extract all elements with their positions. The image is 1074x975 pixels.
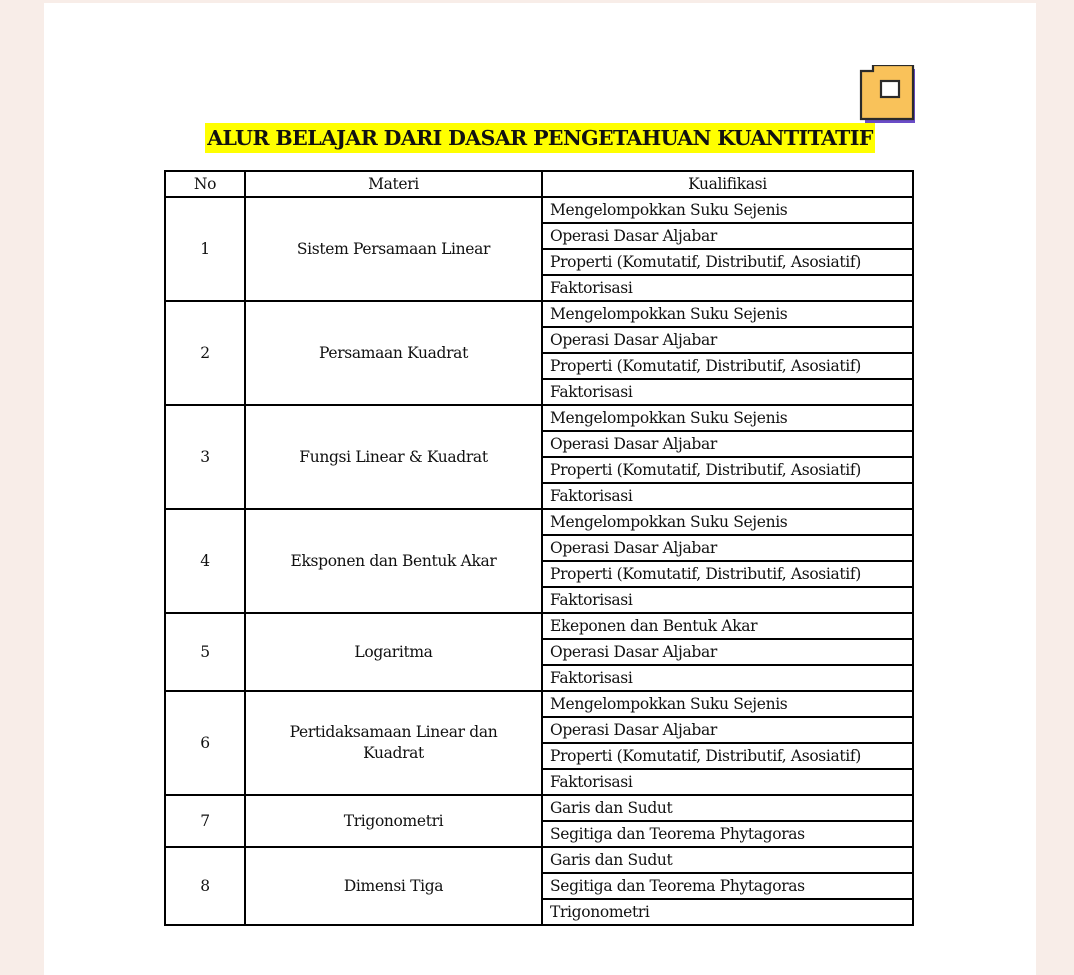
- kualifikasi-cell: Operasi Dasar Aljabar: [542, 327, 913, 353]
- table-header-row: [165, 171, 913, 197]
- materi-cell: Fungsi Linear & Kuadrat: [245, 405, 542, 509]
- kualifikasi-cell: Trigonometri: [542, 899, 913, 925]
- kualifikasi-cell: Faktorisasi: [542, 587, 913, 613]
- header-materi: Materi: [245, 171, 542, 197]
- kualifikasi-cell: Properti (Komutatif, Distributif, Asosiatif): [542, 249, 913, 275]
- materi-cell: Trigonometri: [245, 795, 542, 847]
- materi-cell: Sistem Persamaan Linear: [245, 197, 542, 301]
- materi-cell: Eksponen dan Bentuk Akar: [245, 509, 542, 613]
- table-row: [165, 691, 913, 717]
- kualifikasi-cell: Operasi Dasar Aljabar: [542, 639, 913, 665]
- kualifikasi-cell: Operasi Dasar Aljabar: [542, 223, 913, 249]
- table-body: [165, 197, 913, 925]
- row-number: 8: [165, 847, 245, 925]
- kualifikasi-cell: Faktorisasi: [542, 769, 913, 795]
- kualifikasi-cell: Operasi Dasar Aljabar: [542, 431, 913, 457]
- table-row: [165, 613, 913, 639]
- kualifikasi-cell: Mengelompokkan Suku Sejenis: [542, 301, 913, 327]
- kualifikasi-cell: Properti (Komutatif, Distributif, Asosiatif): [542, 353, 913, 379]
- kualifikasi-cell: Mengelompokkan Suku Sejenis: [542, 197, 913, 223]
- kualifikasi-cell: Mengelompokkan Suku Sejenis: [542, 691, 913, 717]
- kualifikasi-cell: Properti (Komutatif, Distributif, Asosiatif): [542, 743, 913, 769]
- kualifikasi-cell: Operasi Dasar Aljabar: [542, 717, 913, 743]
- page-title: [44, 123, 1036, 153]
- table-row: [165, 405, 913, 431]
- table-row: [165, 509, 913, 535]
- table-row: [165, 847, 913, 873]
- document-page: [44, 3, 1036, 975]
- materi-cell: Logaritma: [245, 613, 542, 691]
- kualifikasi-cell: Faktorisasi: [542, 483, 913, 509]
- row-number: 7: [165, 795, 245, 847]
- kualifikasi-cell: Mengelompokkan Suku Sejenis: [542, 405, 913, 431]
- table-row: [165, 301, 913, 327]
- learning-path-table: [164, 170, 914, 926]
- kualifikasi-cell: Faktorisasi: [542, 379, 913, 405]
- materi-cell: Pertidaksamaan Linear dan Kuadrat: [245, 691, 542, 795]
- materi-cell: Persamaan Kuadrat: [245, 301, 542, 405]
- kualifikasi-cell: Faktorisasi: [542, 275, 913, 301]
- kualifikasi-cell: Segitiga dan Teorema Phytagoras: [542, 873, 913, 899]
- row-number: 5: [165, 613, 245, 691]
- kualifikasi-cell: Faktorisasi: [542, 665, 913, 691]
- kualifikasi-cell: Properti (Komutatif, Distributif, Asosiatif): [542, 561, 913, 587]
- row-number: 1: [165, 197, 245, 301]
- header-no: No: [165, 171, 245, 197]
- kualifikasi-cell: Segitiga dan Teorema Phytagoras: [542, 821, 913, 847]
- kualifikasi-cell: Garis dan Sudut: [542, 847, 913, 873]
- page-title-text: ALUR BELAJAR DARI DASAR PENGETAHUAN KUANTITATIF: [205, 123, 875, 153]
- row-number: 3: [165, 405, 245, 509]
- kualifikasi-cell: Mengelompokkan Suku Sejenis: [542, 509, 913, 535]
- row-number: 4: [165, 509, 245, 613]
- kualifikasi-cell: Garis dan Sudut: [542, 795, 913, 821]
- header-kualifikasi: Kualifikasi: [542, 171, 913, 197]
- table-row: [165, 795, 913, 821]
- table-row: [165, 197, 913, 223]
- kualifikasi-cell: Properti (Komutatif, Distributif, Asosiatif): [542, 457, 913, 483]
- materi-cell: Dimensi Tiga: [245, 847, 542, 925]
- kualifikasi-cell: Operasi Dasar Aljabar: [542, 535, 913, 561]
- row-number: 6: [165, 691, 245, 795]
- brand-logo-icon: [859, 65, 917, 123]
- kualifikasi-cell: Ekeponen dan Bentuk Akar: [542, 613, 913, 639]
- row-number: 2: [165, 301, 245, 405]
